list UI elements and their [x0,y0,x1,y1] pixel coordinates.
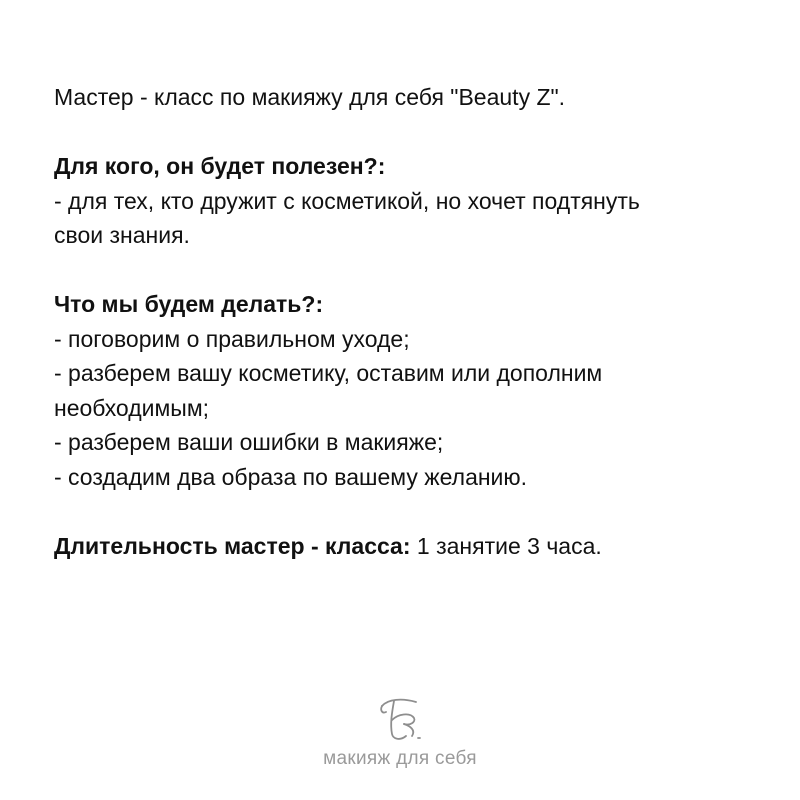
program-line: - поговорим о правильном уходе; [54,325,410,352]
spacer [54,115,754,150]
monogram-logo-icon [372,694,428,744]
post-text [54,80,754,563]
spacer [54,494,754,529]
program-line: необходимым; [54,394,210,421]
audience-heading: Для кого, он будет полезен?: [54,153,386,179]
audience-line: - для тех, кто дружит с косметикой, но хочет подтянуть [54,187,640,214]
footer-brand [0,694,800,770]
duration-line [54,529,754,564]
program-line: - разберем ваши ошибки в макияже; [54,429,444,455]
brand-caption: макияж для себя [323,748,477,769]
program-line: - разберем вашу косметику, оставим или дополним [54,360,603,386]
program-heading: Что мы будем делать?: [54,291,324,317]
audience-line: свои знания. [54,222,190,248]
intro-line: Мастер - класс по макияжу для себя "Beauty Z". [54,84,566,110]
program-line: - создадим два образа по вашему желанию. [54,463,528,490]
duration-value: 1 занятие 3 часа. [410,532,602,559]
spacer [54,253,754,288]
duration-label: Длительность мастер - класса: [54,532,411,559]
